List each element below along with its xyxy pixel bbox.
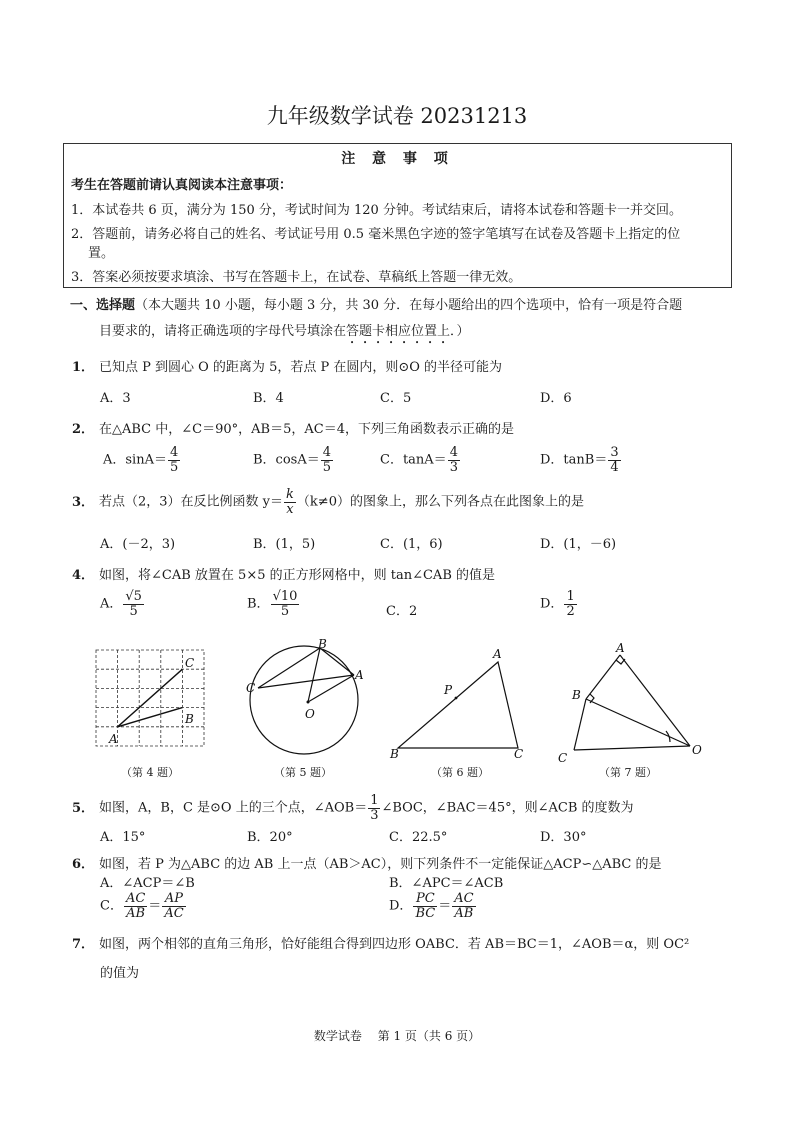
section-label: 一、选择题	[70, 298, 136, 313]
frac-den: 2	[566, 603, 575, 619]
question-number: 2．	[72, 422, 95, 437]
frac-den: 3	[449, 459, 458, 475]
frac-num: AC	[454, 891, 474, 906]
q1-option-a: A．3	[100, 391, 131, 406]
frac-den: 3	[370, 807, 379, 823]
question-text-b: （k≠0）的图象上，那么下列各点在此图象上的是	[296, 494, 584, 510]
question-4	[72, 564, 495, 583]
option-label: C．tanA＝	[380, 452, 447, 468]
notice-intro: 考生在答题前请认真阅读本注意事项：	[71, 178, 293, 193]
fig4-label-b: B	[185, 712, 194, 726]
frac-num: k	[286, 487, 294, 502]
q1-option-b: B．4	[253, 391, 284, 406]
frac-num: 1	[566, 589, 575, 604]
figure-5-circle	[242, 638, 364, 760]
option-label: D．	[540, 596, 564, 612]
fig4-label-a: A	[109, 732, 118, 746]
q5-option-b: B．20°	[247, 830, 293, 845]
question-number: 3．	[72, 494, 95, 510]
frac-num: 3	[610, 445, 619, 460]
q3-option-c: C．(1，6)	[380, 537, 443, 552]
option-label: D．	[389, 898, 413, 914]
q6-option-c	[100, 892, 187, 920]
frac-den: x	[286, 501, 294, 517]
option-label: A．sinA＝	[103, 452, 167, 468]
q6-option-a: A．∠ACP＝∠B	[100, 876, 195, 891]
option-label: A．	[100, 596, 123, 612]
fig6-label-p: P	[444, 683, 453, 697]
question-7	[72, 933, 689, 952]
notice-item-3: 3．答案必须按要求填涂、书写在答题卡上，在试卷、草稿纸上答题一律无效。	[71, 270, 522, 285]
question-2	[72, 418, 514, 437]
q6-option-d	[389, 892, 477, 920]
fig7-label-b: B	[572, 688, 581, 702]
frac-num: √10	[272, 589, 298, 604]
q3-option-b: B．(1，5)	[253, 537, 316, 552]
option-label: D．tanB＝	[540, 452, 608, 468]
fig6-label-b: B	[390, 747, 399, 761]
fig6-label-c: C	[514, 747, 524, 761]
notice-item-2-cont: 置。	[88, 246, 115, 261]
q3-option-d: D．(1，－6)	[540, 537, 617, 552]
fig5-label-b: B	[318, 638, 327, 651]
frac-num: PC	[413, 892, 437, 907]
section-desc-b: 目要求的，请将正确选项的字母代号填涂在	[99, 324, 347, 339]
q4-option-a	[100, 590, 145, 618]
question-1	[72, 356, 502, 375]
question-text: 在△ABC 中，∠C＝90°，AB＝5，AC＝4，下列三角函数表示正确的是	[99, 422, 514, 437]
equals-sign: ＝	[148, 898, 162, 914]
fig7-label-a: A	[616, 641, 625, 655]
frac-num: 4	[169, 445, 179, 460]
q2-option-a	[103, 446, 181, 474]
notice-item-1: 1．本试卷共 6 页，满分为 150 分，考试时间为 120 分钟。考试结束后，请将本试卷和答题卡一并交回。	[71, 203, 682, 218]
figure-4-caption: （第 4 题）	[121, 766, 179, 779]
fig4-label-c: C	[185, 656, 195, 670]
frac-num: 4	[322, 445, 332, 460]
q4-option-d	[540, 590, 578, 618]
frac-den: AC	[164, 905, 184, 921]
q1-option-c: C．5	[380, 391, 412, 406]
fig7-label-c: C	[558, 751, 568, 764]
figure-6-caption: （第 6 题）	[431, 766, 489, 779]
section-desc-emphasis: 答题卡相应位置上	[346, 324, 451, 339]
q2-option-d	[540, 446, 622, 474]
figure-4-grid	[92, 646, 208, 752]
equals-sign: ＝	[438, 898, 452, 914]
fig7-label-o: O	[692, 743, 702, 757]
figure-5-caption: （第 5 题）	[274, 766, 332, 779]
frac-den: AB	[126, 905, 146, 921]
q1-option-d: D．6	[540, 391, 572, 406]
frac-num: 1	[370, 793, 379, 808]
q5-option-c: C．22.5°	[389, 830, 448, 845]
question-6	[72, 853, 662, 872]
frac-den: 5	[169, 459, 179, 475]
notice-box	[63, 143, 732, 288]
page-footer: 数学试卷 第 1 页（共 6 页）	[313, 1029, 481, 1043]
question-number: 7．	[72, 937, 95, 952]
fig6-label-a: A	[493, 647, 502, 661]
q6-option-b: B．∠APC＝∠ACB	[389, 876, 504, 891]
figure-7-triangles	[552, 638, 708, 764]
frac-den: AB	[454, 905, 474, 921]
q4-option-c: C．2	[386, 604, 418, 619]
question-text: 如图，两个相邻的直角三角形，恰好能组合得到四边形 OABC．若 AB＝BC＝1，∠AOB＝α，则 OC²	[99, 937, 690, 952]
fig5-label-a: A	[355, 668, 364, 682]
q4-option-b	[247, 590, 300, 618]
figure-7-caption: （第 7 题）	[599, 766, 657, 779]
fig5-label-o: O	[305, 707, 315, 721]
option-label: C．	[100, 898, 123, 914]
question-text-a: 如图，A，B，C 是⊙O 上的三个点，∠AOB＝	[99, 800, 368, 816]
question-number: 4．	[72, 568, 95, 583]
question-text: 如图，将∠CAB 放置在 5×5 的正方形网格中，则 tan∠CAB 的值是	[99, 568, 496, 583]
question-text: 如图，若 P 为△ABC 的边 AB 上一点（AB＞AC），则下列条件不一定能保证△ACP∽△ABC 的是	[99, 857, 662, 872]
question-5	[72, 794, 634, 822]
section-desc-c: ．）	[450, 324, 470, 339]
question-3	[72, 488, 584, 516]
notice-heading: 注 意 事 项	[341, 151, 454, 167]
frac-den: 5	[129, 603, 138, 619]
figure-6-triangle	[386, 644, 532, 762]
frac-num: √5	[125, 589, 142, 604]
option-label: B．	[247, 596, 270, 612]
q2-option-c	[380, 446, 461, 474]
q3-option-a: A．(－2，3)	[100, 537, 176, 552]
frac-den: 5	[322, 459, 332, 475]
question-number: 6．	[72, 857, 95, 872]
question-text-a: 若点（2，3）在反比例函数 y＝	[99, 494, 284, 510]
frac-num: AP	[162, 892, 185, 907]
question-number: 5．	[72, 800, 95, 816]
question-text-b: ∠BOC，∠BAC＝45°，则∠ACB 的度数为	[381, 800, 634, 816]
q5-option-d: D．30°	[540, 830, 587, 845]
fig5-label-c: C	[246, 681, 256, 695]
frac-den: 5	[280, 603, 290, 619]
section-desc-a: （本大题共 10 小题，每小题 3 分，共 30 分．在每小题给出的四个选项中，恰有一项是符合题	[135, 298, 683, 313]
frac-num: 4	[449, 445, 458, 460]
frac-den: 4	[610, 459, 619, 475]
q2-option-b	[253, 446, 334, 474]
option-label: B．cosA＝	[253, 452, 320, 468]
question-number: 1．	[72, 360, 95, 375]
question-7-cont: 的值为	[100, 966, 140, 981]
q5-option-a: A．15°	[100, 830, 146, 845]
section-choice-header	[70, 293, 730, 347]
frac-num: AC	[125, 891, 146, 906]
frac-den: BC	[415, 905, 436, 921]
page-title: 九年级数学试卷 20231213	[266, 104, 528, 128]
question-text: 已知点 P 到圆心 O 的距离为 5，若点 P 在圆内，则⊙O 的半径可能为	[99, 360, 503, 375]
notice-item-2: 2．答题前，请务必将自己的姓名、考试证号用 0.5 毫米黑色字迹的签字笔填写在试卷及答题卡上指定的位	[71, 227, 681, 242]
